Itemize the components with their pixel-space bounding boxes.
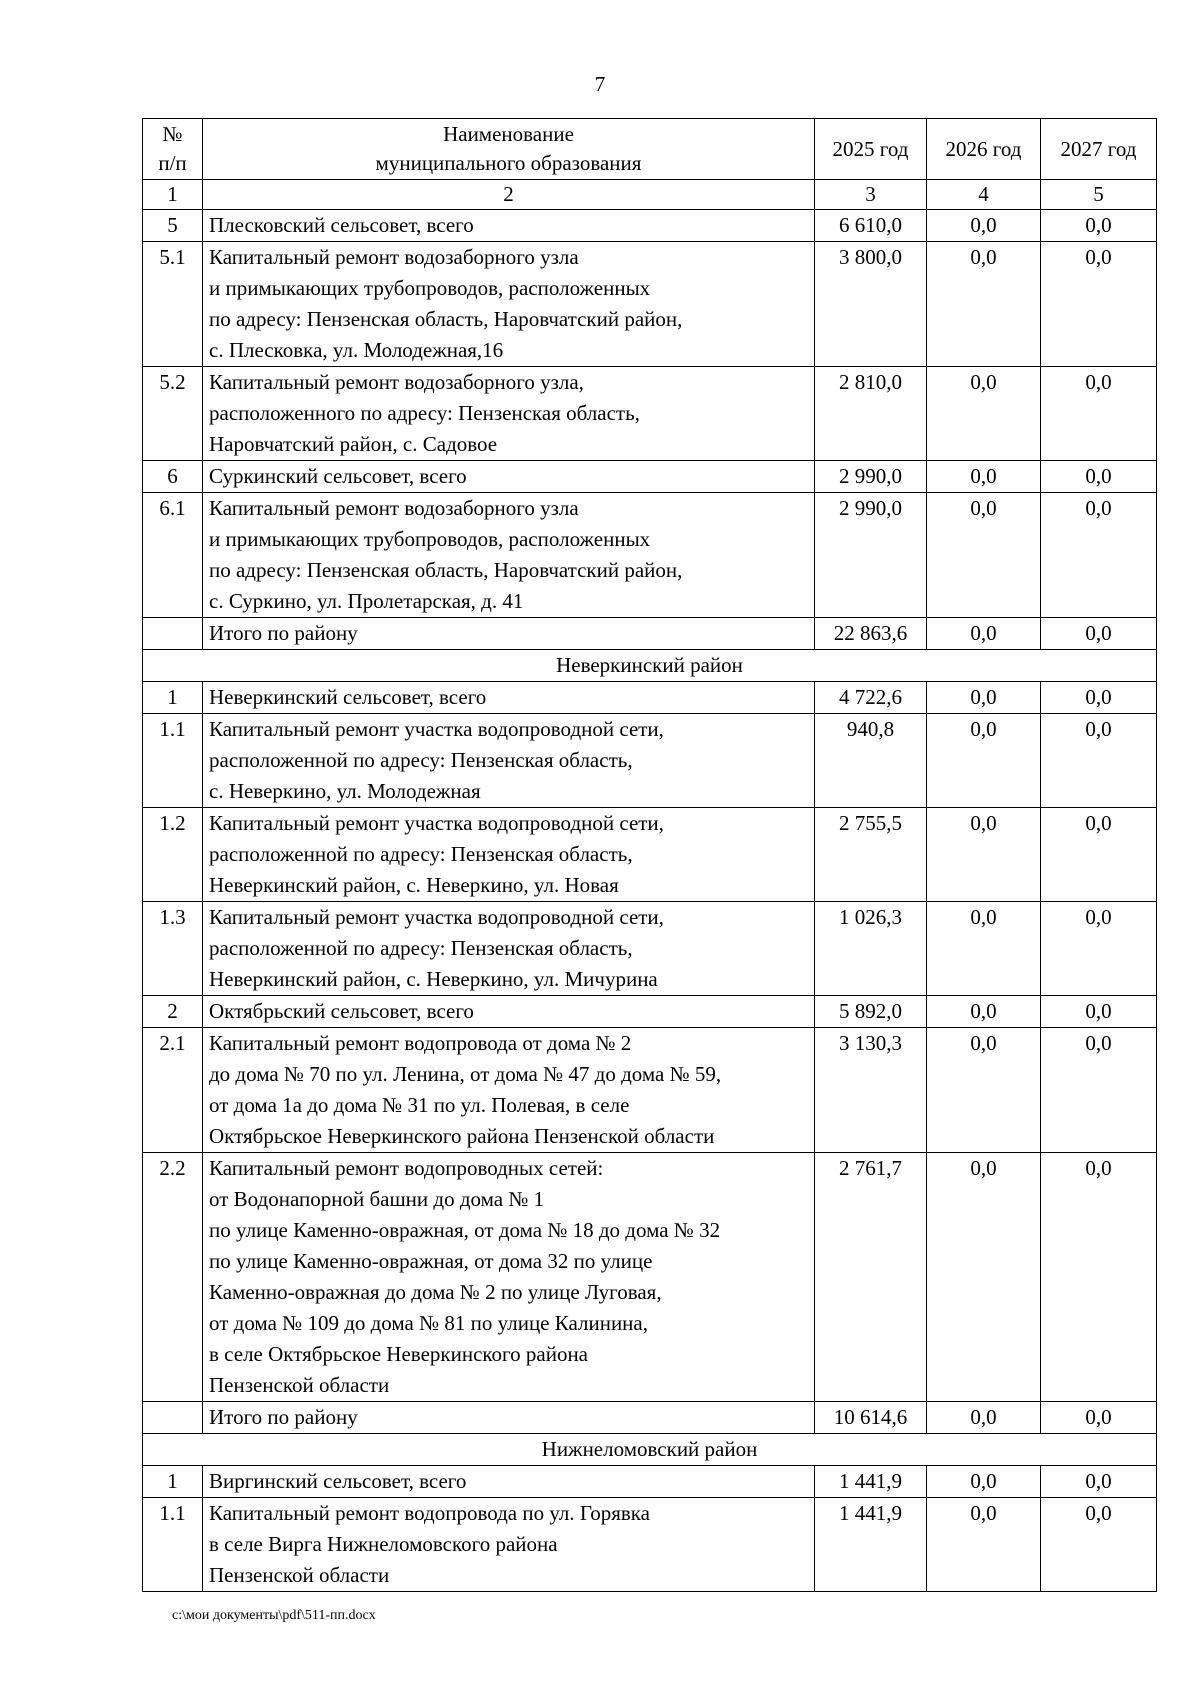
value-2025: 5 892,0 <box>815 996 927 1028</box>
row-name-line: с. Суркино, ул. Пролетарская, д. 41 <box>209 589 524 613</box>
row-name <box>203 682 815 714</box>
value-2027: 0,0 <box>1041 714 1157 808</box>
value-2025: 940,8 <box>815 714 927 808</box>
row-name-line: расположенной по адресу: Пензенская область, <box>209 842 633 866</box>
row-number: 5 <box>143 210 203 242</box>
row-number: 1.1 <box>143 1498 203 1592</box>
header-2026: 2026 год <box>927 119 1041 180</box>
row-name-line: Каменно-овражная до дома № 2 по улице Луговая, <box>209 1280 662 1304</box>
column-index: 5 <box>1041 180 1157 210</box>
row-name-line: Плесковский сельсовет, всего <box>209 213 474 237</box>
row-name-line: от дома 1а до дома № 31 по ул. Полевая, в селе <box>209 1093 630 1117</box>
value-2025: 1 441,9 <box>815 1466 927 1498</box>
value-2026: 0,0 <box>927 1466 1041 1498</box>
table-row <box>143 210 1157 242</box>
row-name-line: Пензенской области <box>209 1373 390 1397</box>
district-total-row <box>143 1402 1157 1434</box>
row-name-line: Капитальный ремонт водопроводных сетей: <box>209 1156 604 1180</box>
value-2026: 0,0 <box>927 493 1041 618</box>
value-2026: 0,0 <box>927 461 1041 493</box>
table-header-row <box>143 119 1157 180</box>
row-name-line: Неверкинский район, с. Неверкино, ул. Новая <box>209 873 619 897</box>
header-name-line: муниципального образования <box>375 151 642 175</box>
row-name-line: Неверкинский сельсовет, всего <box>209 685 487 709</box>
row-name-line: Неверкинский район, с. Неверкино, ул. Мичурина <box>209 967 658 991</box>
value-2025: 1 441,9 <box>815 1498 927 1592</box>
file-path-footer: c:\мои документы\pdf\511-пп.docx <box>172 1608 376 1623</box>
district-title: Неверкинский район <box>143 650 1157 682</box>
district-title: Нижнеломовский район <box>143 1434 1157 1466</box>
page-number: 7 <box>594 72 606 96</box>
row-name-line: Наровчатский район, с. Садовое <box>209 432 498 456</box>
row-name-line: Капитальный ремонт водозаборного узла <box>209 245 579 269</box>
value-2026: 0,0 <box>927 714 1041 808</box>
row-name-line: от Водонапорной башни до дома № 1 <box>209 1187 545 1211</box>
row-name <box>203 461 815 493</box>
value-2027: 0,0 <box>1041 210 1157 242</box>
value-2025: 2 755,5 <box>815 808 927 902</box>
table-row <box>143 808 1157 902</box>
row-number: 2 <box>143 996 203 1028</box>
row-name-line: Капитальный ремонт водопровода от дома № 2 <box>209 1031 632 1055</box>
value-2027: 0,0 <box>1041 493 1157 618</box>
value-2025: 2 810,0 <box>815 367 927 461</box>
value-2027: 0,0 <box>1041 996 1157 1028</box>
row-name <box>203 902 815 996</box>
row-name-line: в селе Вирга Нижнеломовского района <box>209 1532 558 1556</box>
value-2027: 0,0 <box>1041 618 1157 650</box>
value-2026: 0,0 <box>927 996 1041 1028</box>
header-num-line: п/п <box>158 151 187 175</box>
row-name-line: Капитальный ремонт участка водопроводной сети, <box>209 717 664 741</box>
value-2025: 3 800,0 <box>815 242 927 367</box>
table-row <box>143 461 1157 493</box>
header-num <box>143 119 203 180</box>
row-name <box>203 1028 815 1153</box>
value-2027: 0,0 <box>1041 682 1157 714</box>
table-row <box>143 242 1157 367</box>
row-name-line: в селе Октябрьское Неверкинского района <box>209 1342 589 1366</box>
value-2025: 1 026,3 <box>815 902 927 996</box>
row-name <box>203 242 815 367</box>
row-name <box>203 367 815 461</box>
funding-table <box>142 118 1157 1592</box>
value-2026: 0,0 <box>927 367 1041 461</box>
row-name-line: Итого по району <box>209 621 358 645</box>
row-name-line: Октябрьский сельсовет, всего <box>209 999 474 1023</box>
table-row <box>143 1153 1157 1402</box>
row-name <box>203 1466 815 1498</box>
row-name-line: Суркинский сельсовет, всего <box>209 464 467 488</box>
row-number: 1 <box>143 682 203 714</box>
row-name <box>203 1402 815 1434</box>
header-2027: 2027 год <box>1041 119 1157 180</box>
row-name-line: и примыкающих трубопроводов, расположенных <box>209 276 651 300</box>
row-name-line: расположенной по адресу: Пензенская область, <box>209 936 633 960</box>
district-section-row <box>143 650 1157 682</box>
row-name-line: расположенного по адресу: Пензенская область, <box>209 401 640 425</box>
row-name-line: и примыкающих трубопроводов, расположенных <box>209 527 651 551</box>
column-index: 2 <box>203 180 815 210</box>
row-name-line: Итого по району <box>209 1405 358 1429</box>
value-2025: 10 614,6 <box>815 1402 927 1434</box>
value-2026: 0,0 <box>927 210 1041 242</box>
row-name <box>203 714 815 808</box>
row-name-line: по улице Каменно-овражная, от дома № 18 до дома № 32 <box>209 1218 721 1242</box>
row-number <box>143 618 203 650</box>
row-name-line: Пензенской области <box>209 1563 390 1587</box>
row-name <box>203 1153 815 1402</box>
table-row <box>143 493 1157 618</box>
column-index: 4 <box>927 180 1041 210</box>
value-2027: 0,0 <box>1041 1153 1157 1402</box>
row-name <box>203 618 815 650</box>
table-row <box>143 367 1157 461</box>
table-row <box>143 996 1157 1028</box>
row-number: 1.1 <box>143 714 203 808</box>
row-name <box>203 808 815 902</box>
row-name-line: Капитальный ремонт участка водопроводной сети, <box>209 905 664 929</box>
district-section-row <box>143 1434 1157 1466</box>
value-2026: 0,0 <box>927 1028 1041 1153</box>
row-name-line: с. Плесковка, ул. Молодежная,16 <box>209 338 504 362</box>
table-row <box>143 902 1157 996</box>
value-2027: 0,0 <box>1041 1466 1157 1498</box>
row-name-line: до дома № 70 по ул. Ленина, от дома № 47 до дома № 59, <box>209 1062 722 1086</box>
row-number: 2.2 <box>143 1153 203 1402</box>
value-2026: 0,0 <box>927 1498 1041 1592</box>
row-name-line: Капитальный ремонт водозаборного узла <box>209 496 579 520</box>
value-2025: 2 990,0 <box>815 493 927 618</box>
row-name-line: от дома № 109 до дома № 81 по улице Калинина, <box>209 1311 648 1335</box>
value-2025: 4 722,6 <box>815 682 927 714</box>
row-number: 5.2 <box>143 367 203 461</box>
row-name-line: по улице Каменно-овражная, от дома 32 по улице <box>209 1249 653 1273</box>
row-name <box>203 1498 815 1592</box>
row-name <box>203 996 815 1028</box>
value-2027: 0,0 <box>1041 1028 1157 1153</box>
value-2026: 0,0 <box>927 242 1041 367</box>
value-2025: 6 610,0 <box>815 210 927 242</box>
row-name-line: расположенной по адресу: Пензенская область, <box>209 748 633 772</box>
value-2026: 0,0 <box>927 1153 1041 1402</box>
value-2026: 0,0 <box>927 1402 1041 1434</box>
row-name-line: с. Неверкино, ул. Молодежная <box>209 779 481 803</box>
value-2026: 0,0 <box>927 902 1041 996</box>
value-2026: 0,0 <box>927 618 1041 650</box>
table-row <box>143 714 1157 808</box>
header-num-line: № <box>162 122 183 146</box>
row-number: 1.2 <box>143 808 203 902</box>
value-2027: 0,0 <box>1041 367 1157 461</box>
row-name-line: по адресу: Пензенская область, Наровчатский район, <box>209 558 683 582</box>
value-2027: 0,0 <box>1041 242 1157 367</box>
row-name <box>203 210 815 242</box>
value-2027: 0,0 <box>1041 902 1157 996</box>
header-name <box>203 119 815 180</box>
value-2026: 0,0 <box>927 808 1041 902</box>
table-row <box>143 1028 1157 1153</box>
table-row <box>143 1498 1157 1592</box>
value-2027: 0,0 <box>1041 808 1157 902</box>
value-2027: 0,0 <box>1041 1402 1157 1434</box>
table-row <box>143 682 1157 714</box>
row-number: 1.3 <box>143 902 203 996</box>
district-total-row <box>143 618 1157 650</box>
row-number: 2.1 <box>143 1028 203 1153</box>
column-index-row <box>143 180 1157 210</box>
row-number: 6 <box>143 461 203 493</box>
row-name-line: Капитальный ремонт водозаборного узла, <box>209 370 584 394</box>
row-name-line: Капитальный ремонт водопровода по ул. Горявка <box>209 1501 650 1525</box>
row-number: 1 <box>143 1466 203 1498</box>
value-2027: 0,0 <box>1041 461 1157 493</box>
header-2025: 2025 год <box>815 119 927 180</box>
table-row <box>143 1466 1157 1498</box>
value-2025: 22 863,6 <box>815 618 927 650</box>
row-number <box>143 1402 203 1434</box>
column-index: 3 <box>815 180 927 210</box>
value-2025: 3 130,3 <box>815 1028 927 1153</box>
value-2025: 2 990,0 <box>815 461 927 493</box>
row-name-line: по адресу: Пензенская область, Наровчатский район, <box>209 307 683 331</box>
column-index: 1 <box>143 180 203 210</box>
row-number: 6.1 <box>143 493 203 618</box>
row-name-line: Октябрьское Неверкинского района Пензенской области <box>209 1124 715 1148</box>
value-2025: 2 761,7 <box>815 1153 927 1402</box>
header-name-line: Наименование <box>443 122 574 146</box>
value-2026: 0,0 <box>927 682 1041 714</box>
row-name-line: Виргинский сельсовет, всего <box>209 1469 467 1493</box>
row-number: 5.1 <box>143 242 203 367</box>
row-name <box>203 493 815 618</box>
row-name-line: Капитальный ремонт участка водопроводной сети, <box>209 811 664 835</box>
value-2027: 0,0 <box>1041 1498 1157 1592</box>
